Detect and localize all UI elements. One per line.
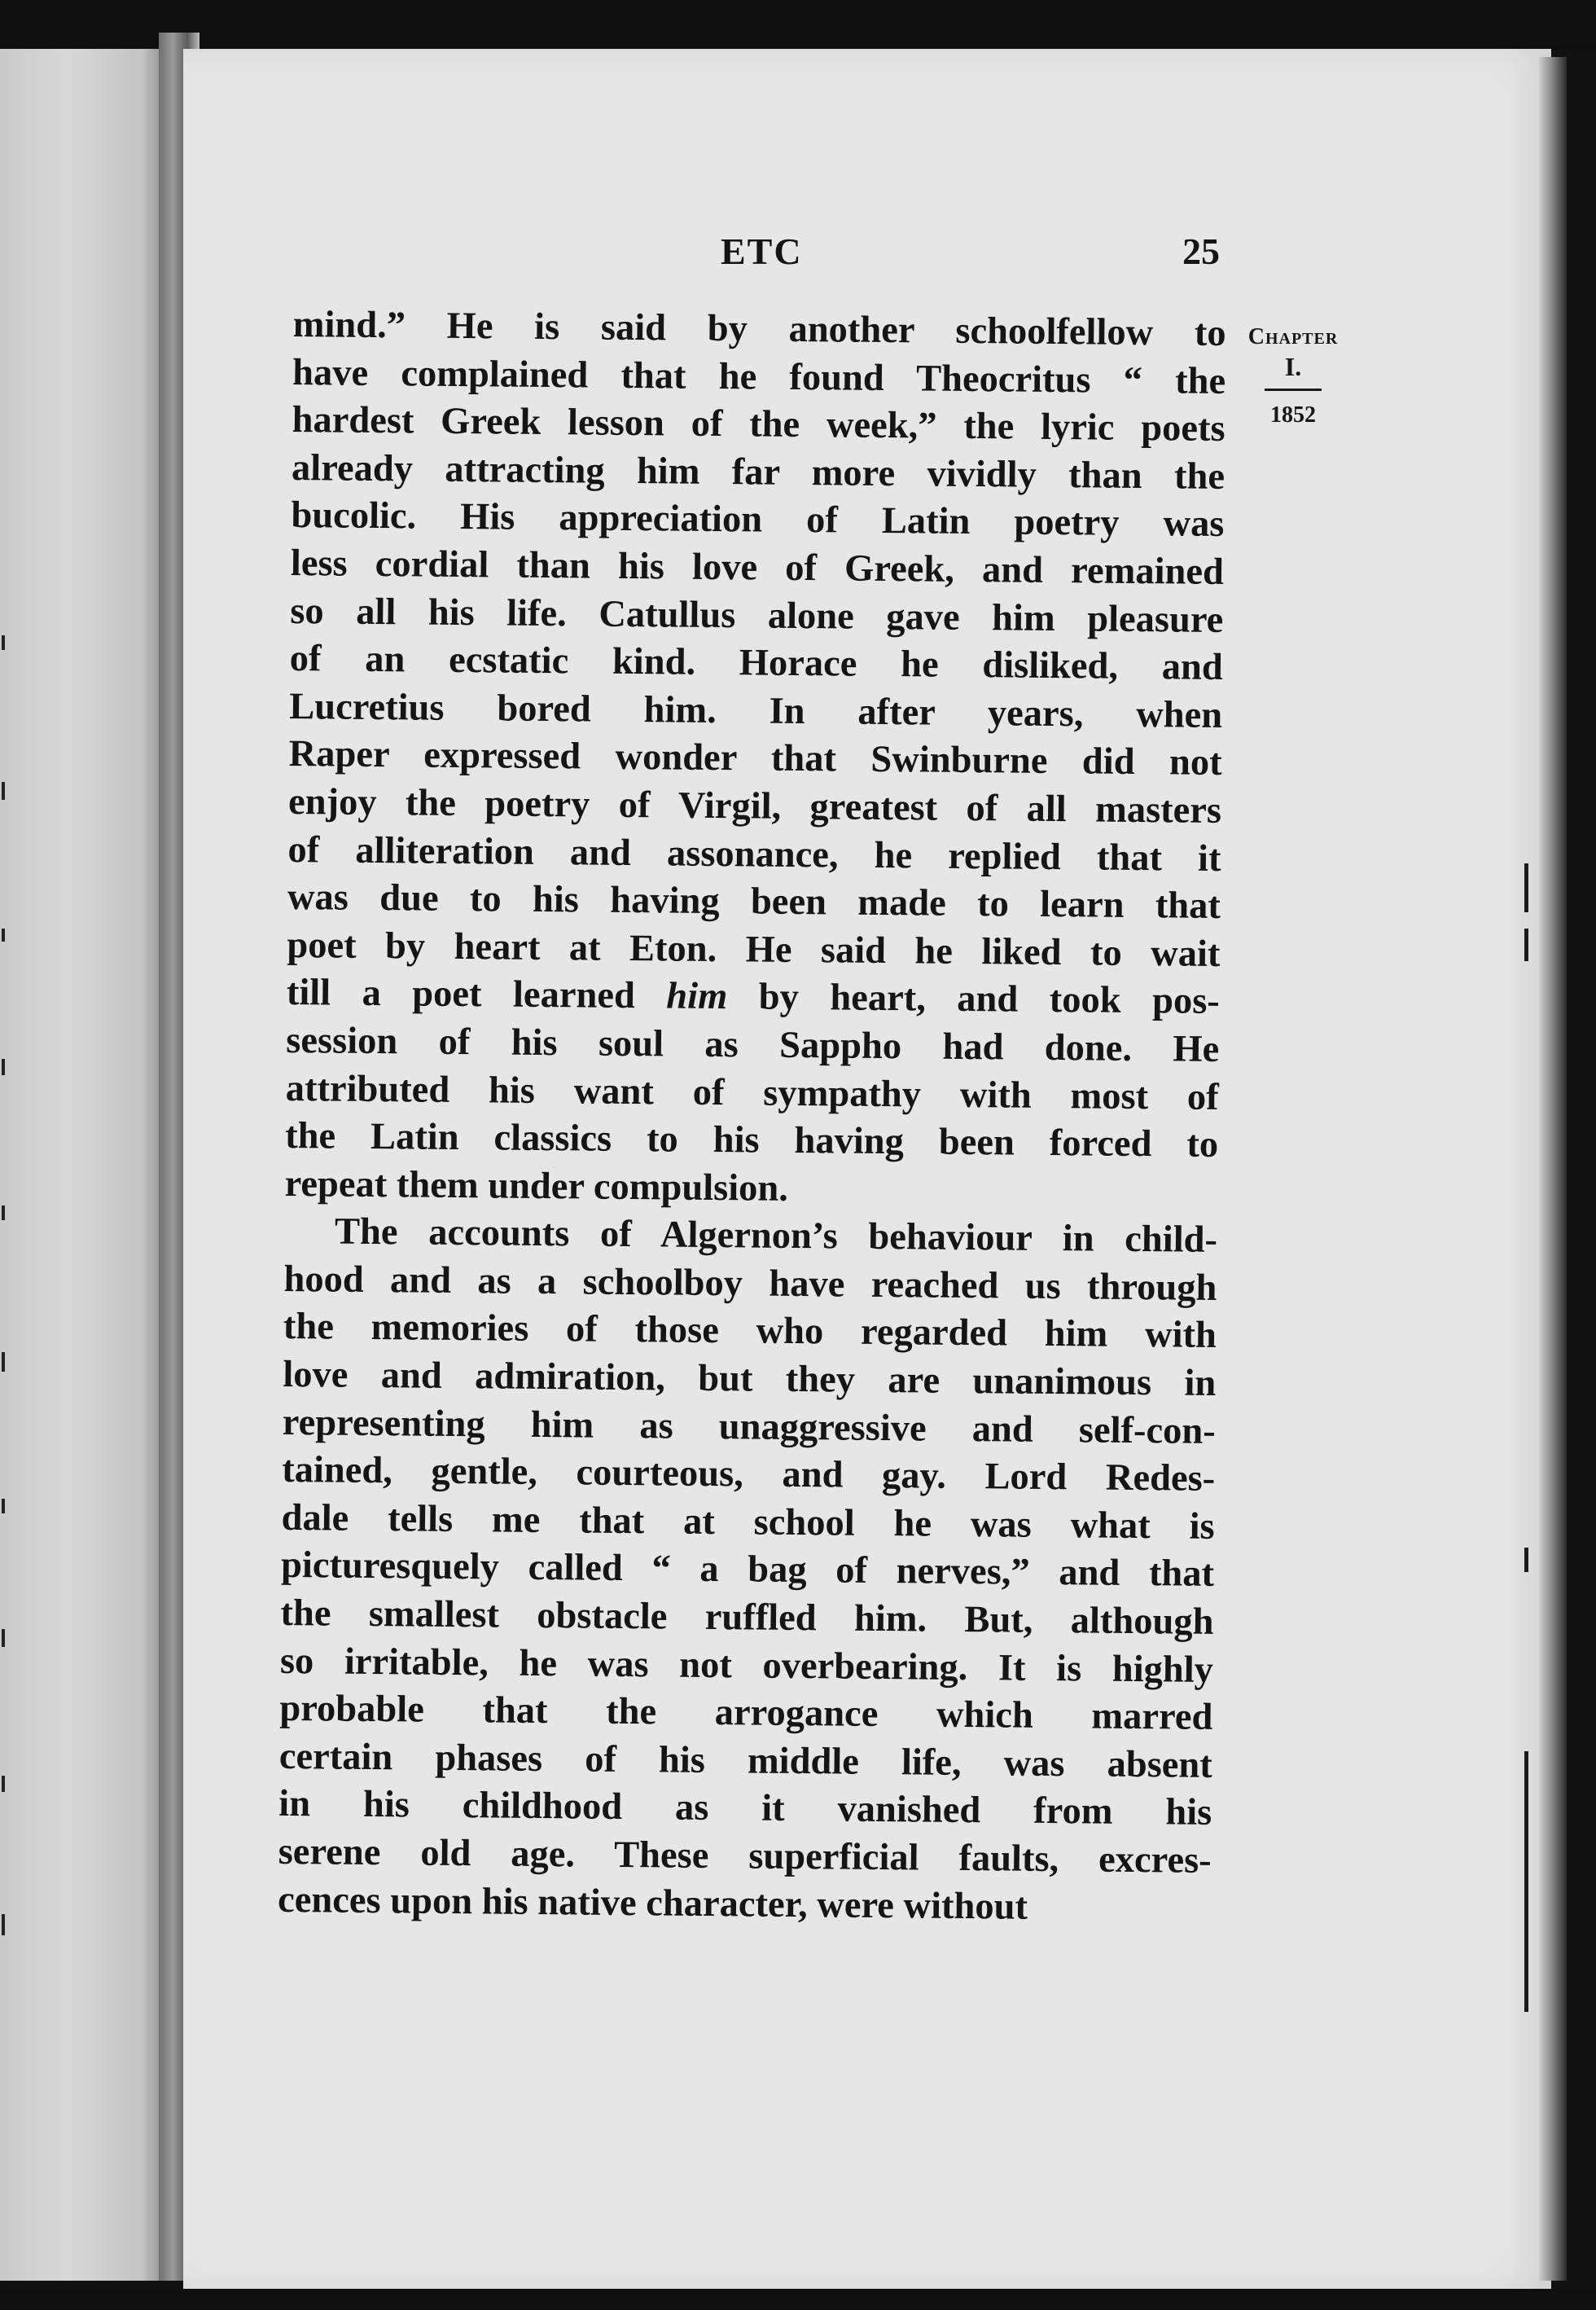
text-line: of an ecstatic kind. Horace he disliked, and (289, 638, 1223, 689)
text-line: mind.” He is said by another schoolfellow to (292, 303, 1226, 354)
text-line: probable that the arrogance which marred (279, 1688, 1213, 1739)
text-line: representing him as unaggressive and self-con- (282, 1401, 1216, 1452)
paragraph (278, 1208, 1217, 1933)
text-line: bucolic. His appreciation of Latin poetry was (291, 494, 1225, 546)
text-line: so irritable, he was not overbearing. It is highly (279, 1640, 1214, 1691)
text-line: repeat them under compulsion. (284, 1162, 789, 1210)
text-line: serene old age. These superficial faults, excres- (278, 1830, 1212, 1882)
text-line: till a poet learned him by heart, and took pos- (286, 972, 1221, 1023)
text-line: attributed his want of sympathy with most of (285, 1067, 1219, 1118)
text-line: the memories of those who regarded him with (283, 1306, 1217, 1357)
body-text (278, 301, 1226, 1933)
margin-note (1244, 324, 1342, 428)
emphasis: him (666, 975, 728, 1018)
text-line: the smallest obstacle ruffled him. But, although (280, 1592, 1214, 1643)
text-line: in his childhood as it vanished from his (278, 1783, 1212, 1834)
text-line: session of his soul as Sappho had done. He (286, 1019, 1220, 1070)
text-line: love and admiration, but they are unanimous in (283, 1354, 1217, 1405)
page-number: 25 (1182, 231, 1220, 272)
previous-page-bleed-marks (0, 49, 16, 2281)
text-line: hood and as a schoolboy have reached us through (283, 1258, 1217, 1309)
scanner-border-top (0, 0, 1596, 51)
text-line: was due to his having been made to learn that (287, 876, 1221, 928)
text-line: so all his life. Catullus alone gave him pleasure (290, 590, 1224, 641)
text-line: hardest Greek lesson of the week,” the lyric poets (292, 399, 1226, 450)
text-line: enjoy the poetry of Virgil, greatest of all masters (287, 780, 1222, 832)
right-edge-marks (1521, 0, 1537, 2310)
scanner-border-bottom (0, 2289, 1596, 2310)
text-line: less cordial than his love of Greek, and remained (290, 542, 1225, 593)
text-line: dale tells me that at school he was what is (281, 1496, 1215, 1548)
page-right-edge-shadow (1539, 57, 1567, 2281)
previous-page-edge (0, 49, 167, 2281)
text-line: Raper expressed wonder that Swinburne did not (288, 733, 1222, 784)
text-line: poet by heart at Eton. He said he liked to wait (287, 924, 1221, 975)
text-line: cences upon his native character, were without (277, 1878, 1028, 1928)
running-head: ETC (721, 231, 803, 272)
text-line: tained, gentle, courteous, and gay. Lord Redes- (281, 1449, 1216, 1500)
margin-note-chapter-label: Chapter (1247, 324, 1339, 349)
text-line: of alliteration and assonance, he replied that it (287, 828, 1221, 880)
margin-note-chapter-number: I. (1265, 352, 1322, 391)
text-line: Lucretius bored him. In after years, when (288, 685, 1223, 736)
paragraph (284, 301, 1226, 1217)
text-line: picturesquely called “ a bag of nerves,” and that (280, 1544, 1215, 1596)
text-line: the Latin classics to his having been forced to (284, 1115, 1219, 1166)
text-line: The accounts of Algernon’s behaviour in child- (334, 1210, 1218, 1262)
text-line: certain phases of his middle life, was absent (278, 1735, 1213, 1786)
text-line: already attracting him far more vividly than the (291, 446, 1226, 498)
margin-note-year: 1852 (1270, 402, 1316, 428)
text-line: have complained that he found Theocritus “ the (292, 351, 1226, 402)
